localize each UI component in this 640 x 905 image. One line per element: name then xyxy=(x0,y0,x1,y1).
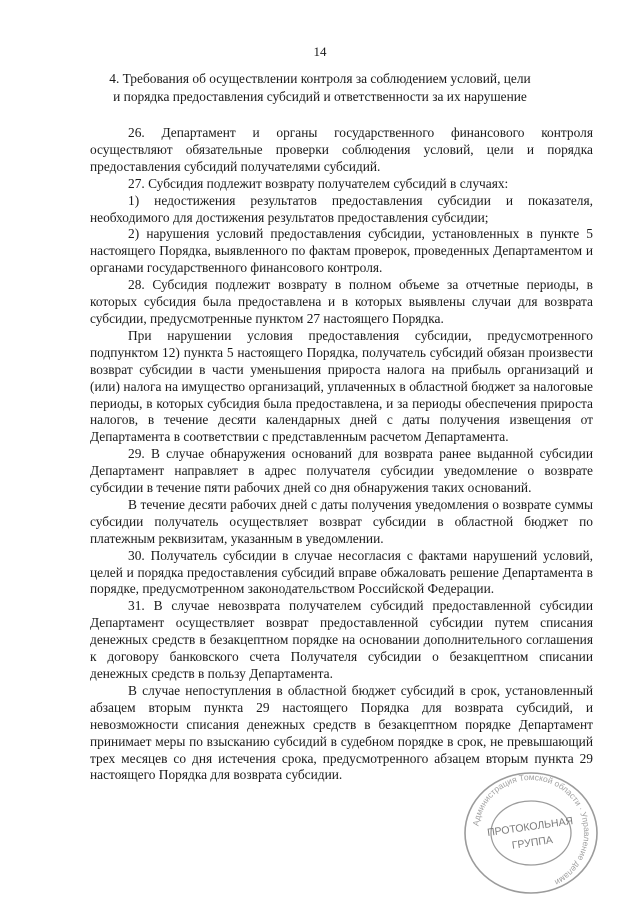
stamp-ink xyxy=(465,773,597,893)
protocol-group-stamp xyxy=(456,768,606,898)
paragraph-29-continued: В течение десяти рабочих дней с даты получения уведомления о возврате суммы субсидии получатель осуществляет возврат субсидии в областной бюджет по платежным реквизитам, указанным в уведомлении. xyxy=(90,496,593,546)
stamp-center-line-1: ПРОТОКОЛЬНАЯ xyxy=(486,815,574,840)
section-heading-line-1: 4. Требования об осуществлении контроля за соблюдением условий, цели xyxy=(109,71,531,86)
paragraph-30: 30. Получатель субсидии в случае несогласия с фактами нарушений условий, целей и порядка предоставления субсидий вправе обжаловать решение Департамента в порядке, предусмотренном законодательством Российской Федерации. xyxy=(90,547,593,597)
stamp-center-line-2: ГРУППА xyxy=(511,834,554,852)
paragraph-31: 31. В случае невозврата получателем субсидий предоставленной субсидии Департамент осуществляет возврат предоставленной субсидии путем списания денежных средств в безакцептном порядке на основании дополнительного соглашения к договору банковского счета Получателя субсидии о безакцептном списании денежных средств в пользу Департамента. xyxy=(90,598,593,681)
paragraph-28: 28. Субсидия подлежит возврату в полном объеме за отчетные периоды, в которых субсидия была предоставлена и в которых выявлены случаи для возврата субсидии, предусмотренные пунктом 27 настоящего Порядка. xyxy=(90,277,593,326)
stamp-outer-ring xyxy=(465,773,597,893)
paragraph-27-item-1: 1) недостижения результатов предоставления субсидии и показателя, необходимого для достижения результатов предоставления субсидии; xyxy=(90,192,593,225)
paragraph-31-continued: В случае непоступления в областной бюджет субсидий в срок, установленный абзацем вторым пункта 29 настоящего Порядка для возврата субсидий, и невозможности списания денежных средств в безакцептном порядке Департамент принимает меры по взысканию субсидий в судебном порядке в срок, не превышающий трех месяцев со дня истечения срока, предусмотренного абзацем вторым пункта 29 настоящего Порядка для возврата субсидии. xyxy=(90,682,593,783)
paragraph-27-item-2: 2) нарушения условий предоставления субсидии, установленных в пункте 5 настоящего Порядка, выявленного по фактам проверок, проведенных Департаментом и органами государственного финансового контроля. xyxy=(90,226,593,276)
stamp-outer-text: Администрация Томской области · Управление делами xyxy=(470,771,593,888)
document-body xyxy=(90,125,593,784)
section-heading-line-2: и порядка предоставления субсидий и ответственности за их нарушение xyxy=(113,89,527,104)
page-number: 14 xyxy=(313,44,327,59)
section-heading xyxy=(90,70,550,106)
paragraph-28-continued: При нарушении условия предоставления субсидии, предусмотренного подпунктом 12) пункта 5 настоящего Порядка, получатель субсидий обязан произвести возврат субсидии в части уменьшения прироста налога на прибыль организаций и (или) налога на имущество организаций, уплаченных в областной бюджет за налоговые периоды, в которых субсидия была предоставлена, и за периоды обеспечения прироста налогов, в течение десяти календарных дней с даты получения извещения от Департамента в соответствии с представленным расчетом Департамента. xyxy=(90,327,593,445)
paragraph-26: 26. Департамент и органы государственного финансового контроля осуществляют обязательные проверки соблюдения условий, цели и порядка предоставления субсидий получателями субсидий. xyxy=(90,125,593,174)
paragraph-29: 29. В случае обнаружения оснований для возврата ранее выданной субсидии Департамент направляет в адрес получателя субсидии уведомление о возврате субсидии в течение пяти рабочих дней со дня обнаружения таких оснований. xyxy=(90,446,593,496)
paragraph-27: 27. Субсидия подлежит возврату получателем субсидий в случаях: xyxy=(128,175,509,191)
